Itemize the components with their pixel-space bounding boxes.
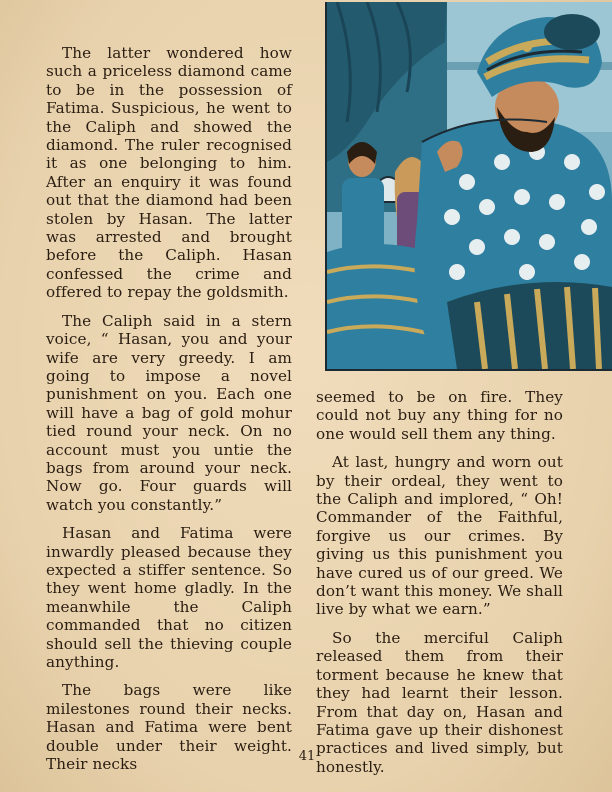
paragraph: Hasan and Fatima were inwardly pleased because they expected a stiffer sentence. So they went home gladly. In the meanwhile the Caliph commanded that no citizen should sell the thieving couple anything. — [46, 524, 292, 671]
page-number: 41 — [298, 749, 316, 764]
paragraph: The Caliph said in a stern voice, “ Hasan, you and your wife are very greedy. I am going to impose a novel punishment on you. Each one will have a bag of gold mohur tied round your neck. On no account must you untie the bags from around your neck. Now go. Four guards will watch you constantly.” — [46, 311, 292, 514]
left-text-column — [46, 44, 292, 783]
paragraph: The latter wondered how such a priceless diamond came to be in the possession of Fatima. Suspicious, he went to the Caliph and showed the diamond. The ruler recognised it as one belonging to him. After an enquiry it was found out that the diamond had been stolen by Hasan. The latter was arrested and brought before the Caliph. Hasan confessed the crime and offered to repay the goldsmith. — [46, 44, 292, 302]
paragraph: So the merciful Caliph released them from their torment because he knew that they had learnt their lesson. From that day on, Hasan and Fatima gave up their dishonest practices and lived simply, but honestly. — [316, 628, 563, 776]
right-text-column — [316, 388, 563, 786]
paragraph: seemed to be on fire. They could not buy any thing for no one would sell them any thing. — [316, 388, 563, 443]
caliph-illustration — [325, 2, 612, 371]
paragraph: The bags were like milestones round their necks. Hasan and Fatima were bent double under their weight. Their necks — [46, 681, 292, 774]
paragraph: At last, hungry and worn out by their ordeal, they went to the Caliph and implored, “ Oh! Commander of the Faithful, forgive us our crimes. By giving us this punishment you have cured us of our greed. We don’t want this money. We shall live by what we earn.” — [316, 453, 563, 619]
